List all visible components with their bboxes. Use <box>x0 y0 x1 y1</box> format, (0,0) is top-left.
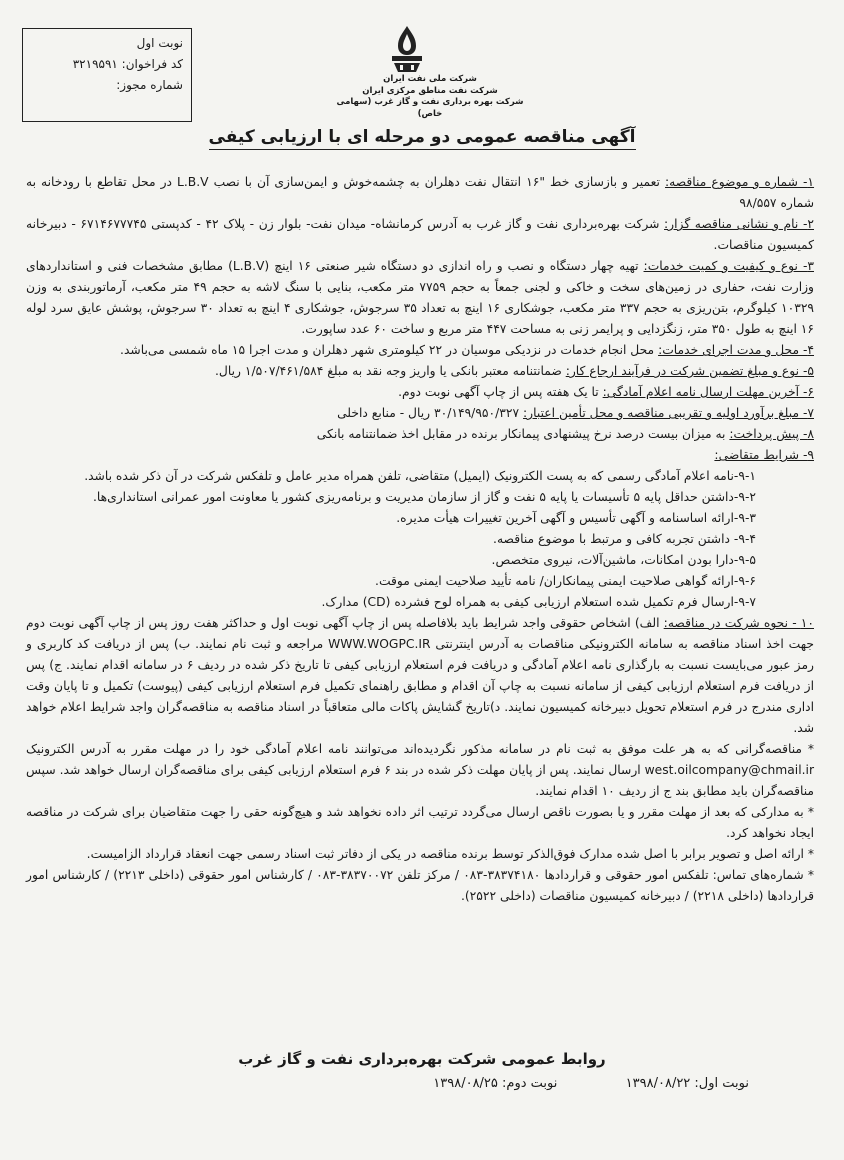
condition-item: ۹-۴- داشتن تجربه کافی و مرتبط با موضوع مناقصه. <box>493 532 756 546</box>
org-line: شرکت ملی نفت ایران <box>383 74 477 84</box>
item-text: محل انجام خدمات در نزدیکی موسیان در ۲۲ کیلومتری شهر دهلران و مدت اجرا ۱۵ ماه شمسی می‌باشد. <box>120 343 659 357</box>
item-9 <box>26 445 814 466</box>
nioc-logo-icon <box>380 22 434 74</box>
item-text: تهیه چهار دستگاه و نصب و راه اندازی دو دستگاه شیر صنعتی ۱۶ اینچ (L.B.V) مطابق مشخصات فنی و استانداردهای وزارت نفت، حفاری در زمین‌های سخت و خاکی و لجنی جمعاً به حجم ۷۷۵۹ متر مکعب، بنایی با سنگ لاشه به حجم ۴۹ متر مکعب، آرماتوربندی به وزن ۱۰۳۲۹ کیلوگرم، بتن‌ریزی به حجم ۳۳۷ متر مکعب، جوشکاری ۱۶ اینچ به تعداد ۳۵ سرجوش، جوشکاری ۴ اینچ به تعداد ۳۰ سرجوش، پوشش عایق سرد لوله ۱۶ اینچ به طول ۳۵۰ متر، زنگزدایی و پرایمر زنی به مساحت ۴۴۷ متر مربع و ساخت ۶۰ عدد ساپورت. <box>26 259 815 336</box>
item-label: ۴- محل و مدت اجرای خدمات: <box>658 343 814 357</box>
item-label: ۶- آخرین مهلت ارسال نامه اعلام آمادگی: <box>602 385 814 399</box>
item-label: ۱- شماره و موضوع مناقصه: <box>665 175 815 189</box>
item-text: الف) اشخاص حقوقی واجد شرایط باید بلافاصله پس از چاپ آگهی نوبت اول و حداکثر هفت روز پس از چاپ آگهی نوبت دوم جهت اخذ اسناد مناقصه به سامانه الکترونیکی مناقصات به آدرس اینترنتی WWW.WOGPC.IR مراجعه و ثبت نام نمایند. ب) پس از دریافت کد کاربری و رمز عبور می‌بایست نسبت به بارگذاری نامه اعلام آمادگی و دریافت فرم استعلام ارزیابی کیفی تا تاریخ ذکر شده در ردیف ۶ در سامانه اقدام نمایند. ج) پس از دریافت فرم استعلام ارزیابی کیفی از سامانه نسبت به چاپ آن اقدام و مطابق راهنمای تکمیل فرم استعلام ارزیابی کیفی (پیوست) تکمیل و تا پایان وقت اداری مندرج در فرم استعلام تحویل دبیرخانه کمیسیون نمایند. د)تاریخ گشایش پاکات مالی متعاقباً در اسناد مناقصه به مناقصه‌گران واجد شرایط اعلام خواهد شد. <box>26 616 814 735</box>
item-label: ۵- نوع و مبلغ تضمین شرکت در فرآیند ارجاع کار: <box>565 364 814 378</box>
notice-info-box <box>22 28 192 122</box>
call-code: کد فراخوان: ۳۲۱۹۵۹۱ <box>72 57 183 71</box>
item-text: به میزان بیست درصد نرخ پیشنهادی پیمانکار برنده در مقابل اخذ ضمانتنامه بانکی <box>316 427 730 441</box>
notice-body <box>26 172 814 907</box>
notice-title-wrap <box>0 127 844 147</box>
condition-item: ۹-۲-داشتن حداقل پایه ۵ تأسیسات یا پایه ۵ نفت و گاز از سازمان مدیریت و برنامه‌ریزی کشور یا معاونت امور عمرانی استانداری‌ها. <box>92 490 756 504</box>
second-publish-date: نوبت دوم: ۱۳۹۸/۰۸/۲۵ <box>433 1076 558 1091</box>
condition-item: ۹-۵-دارا بودن امکانات، ماشین‌آلات، نیروی متخصص. <box>491 553 756 567</box>
item-text: تعمیر و بازسازی خط "۱۶ انتقال نفت دهلران به چشمه‌خوش و ایمن‌سازی آن با نصب L.B.V در محل تقاطع با رودخانه به شماره ۹۸/۵۵۷ <box>26 175 814 210</box>
item-label: ۲- نام و نشانی مناقصه گزار: <box>664 217 814 231</box>
item-10 <box>26 613 814 739</box>
item-label: ۳- نوع و کیفیت و کمیت خدمات: <box>643 259 814 273</box>
item-3 <box>26 256 814 340</box>
item-label: ۱۰ - نحوه شرکت در مناقصه: <box>663 616 814 630</box>
item-text: شرکت بهره‌برداری نفت و گاز غرب به آدرس کرمانشاه- میدان نفت- بلوار زن - پلاک ۴۲ - کدپستی ۶۷۱۴۶۷۷۷۴۵ - دبیرخانه کمیسیون مناقصات. <box>26 217 814 252</box>
item-label: ۹- شرایط متقاضی: <box>714 448 814 462</box>
license-number: شماره مجوز: <box>116 78 183 92</box>
item-label: ۸- پیش پرداخت: <box>729 427 814 441</box>
item-6 <box>26 382 814 403</box>
item-1 <box>26 172 814 214</box>
footer-dates <box>433 1076 749 1091</box>
item-text: ۳۰/۱۴۹/۹۵۰/۳۲۷ ریال - منابع داخلی <box>337 406 524 420</box>
condition-item: ۹-۷-ارسال فرم تکمیل شده استعلام ارزیابی کیفی به همراه لوح فشرده (CD) مدارک. <box>321 595 756 609</box>
condition-item: ۹-۱-نامه اعلام آمادگی رسمی که به پست الکترونیک (ایمیل) متقاضی، تلفن همراه مدیر عامل و تلفکس شرکت در آن ذکر شده باشد. <box>84 469 756 483</box>
item-text: ضمانتنامه معتبر بانکی یا واریز وجه نقد به مبلغ ۱/۵۰۷/۴۶۱/۵۸۴ ریال. <box>215 364 566 378</box>
note-item: * شماره‌های تماس: تلفکس امور حقوقی و قراردادها ۳۸۳۷۴۱۸۰-۰۸۳ / مرکز تلفن ۳۸۳۷۰۰۷۲-۰۸۳ / کارشناس امور حقوقی (داخلی ۲۲۱۳) / کارشناس امور قراردادها (داخلی ۲۲۱۸) / دبیرخانه کمیسیون مناقصات (داخلی ۲۵۲۲). <box>26 868 814 903</box>
item-2 <box>26 214 814 256</box>
condition-item: ۹-۳-ارائه اساسنامه و آگهی تأسیس و آگهی آخرین تغییرات هیأت مدیره. <box>396 511 756 525</box>
note-item: * مناقصه‌گرانی که به هر علت موفق به ثبت نام در سامانه مذکور نگردیده‌اند می‌توانند نامه اعلام آمادگی خود را در مهلت مقرر به آدرس الکترونیک west.oilcompany@chmail.ir ارسال نمایند. پس از پایان مهلت ذکر شده در بند ۶ فرم استعلام ارزیابی کیفی برای مناقصه‌گران ارسال خواهد شد. سپس مناقصه‌گران باید مطابق بند ج از ردیف ۱۰ اقدام نمایند. <box>25 742 814 798</box>
item-5 <box>26 361 814 382</box>
item-7 <box>26 403 814 424</box>
first-publish-date: نوبت اول: ۱۳۹۸/۰۸/۲۲ <box>625 1076 749 1091</box>
org-line: شرکت نفت مناطق مرکزی ایران <box>362 85 498 96</box>
footer-signature: روابط عمومی شرکت بهره‌برداری نفت و گاز غرب <box>238 1050 606 1068</box>
org-line: شرکت بهره برداری نفت و گاز غرب (سهامی خاص) <box>336 97 524 119</box>
round-label: نوبت اول <box>136 36 183 50</box>
note-item: * ارائه اصل و تصویر برابر با اصل شده مدارک فوق‌الذکر توسط برنده مناقصه در یکی از دفاتر ثبت اسناد رسمی جهت انعقاد قرارداد الزامیست. <box>86 847 814 861</box>
item-label: ۷- مبلغ برآورد اولیه و تقریبی مناقصه و محل تأمین اعتبار: <box>523 406 814 420</box>
item-8 <box>26 424 814 445</box>
item-4 <box>26 340 814 361</box>
item-text: تا یک هفته پس از چاپ آگهی نوبت دوم. <box>398 385 603 399</box>
condition-item: ۹-۶-ارائه گواهی صلاحیت ایمنی پیمانکاران/ نامه تأیید صلاحیت ایمنی موقت. <box>375 574 756 588</box>
note-item: * به مدارکی که بعد از مهلت مقرر و یا بصورت ناقص ارسال می‌گردد ترتیب اثر داده نخواهد شد و هیچ‌گونه حقی را جهت متقاضیان برای شرکت در مناقصه ایجاد نخواهد کرد. <box>26 805 814 840</box>
notice-title: آگهی مناقصه عمومی دو مرحله ای با ارزیابی کیفی <box>209 127 636 150</box>
organization-lines <box>330 74 530 120</box>
